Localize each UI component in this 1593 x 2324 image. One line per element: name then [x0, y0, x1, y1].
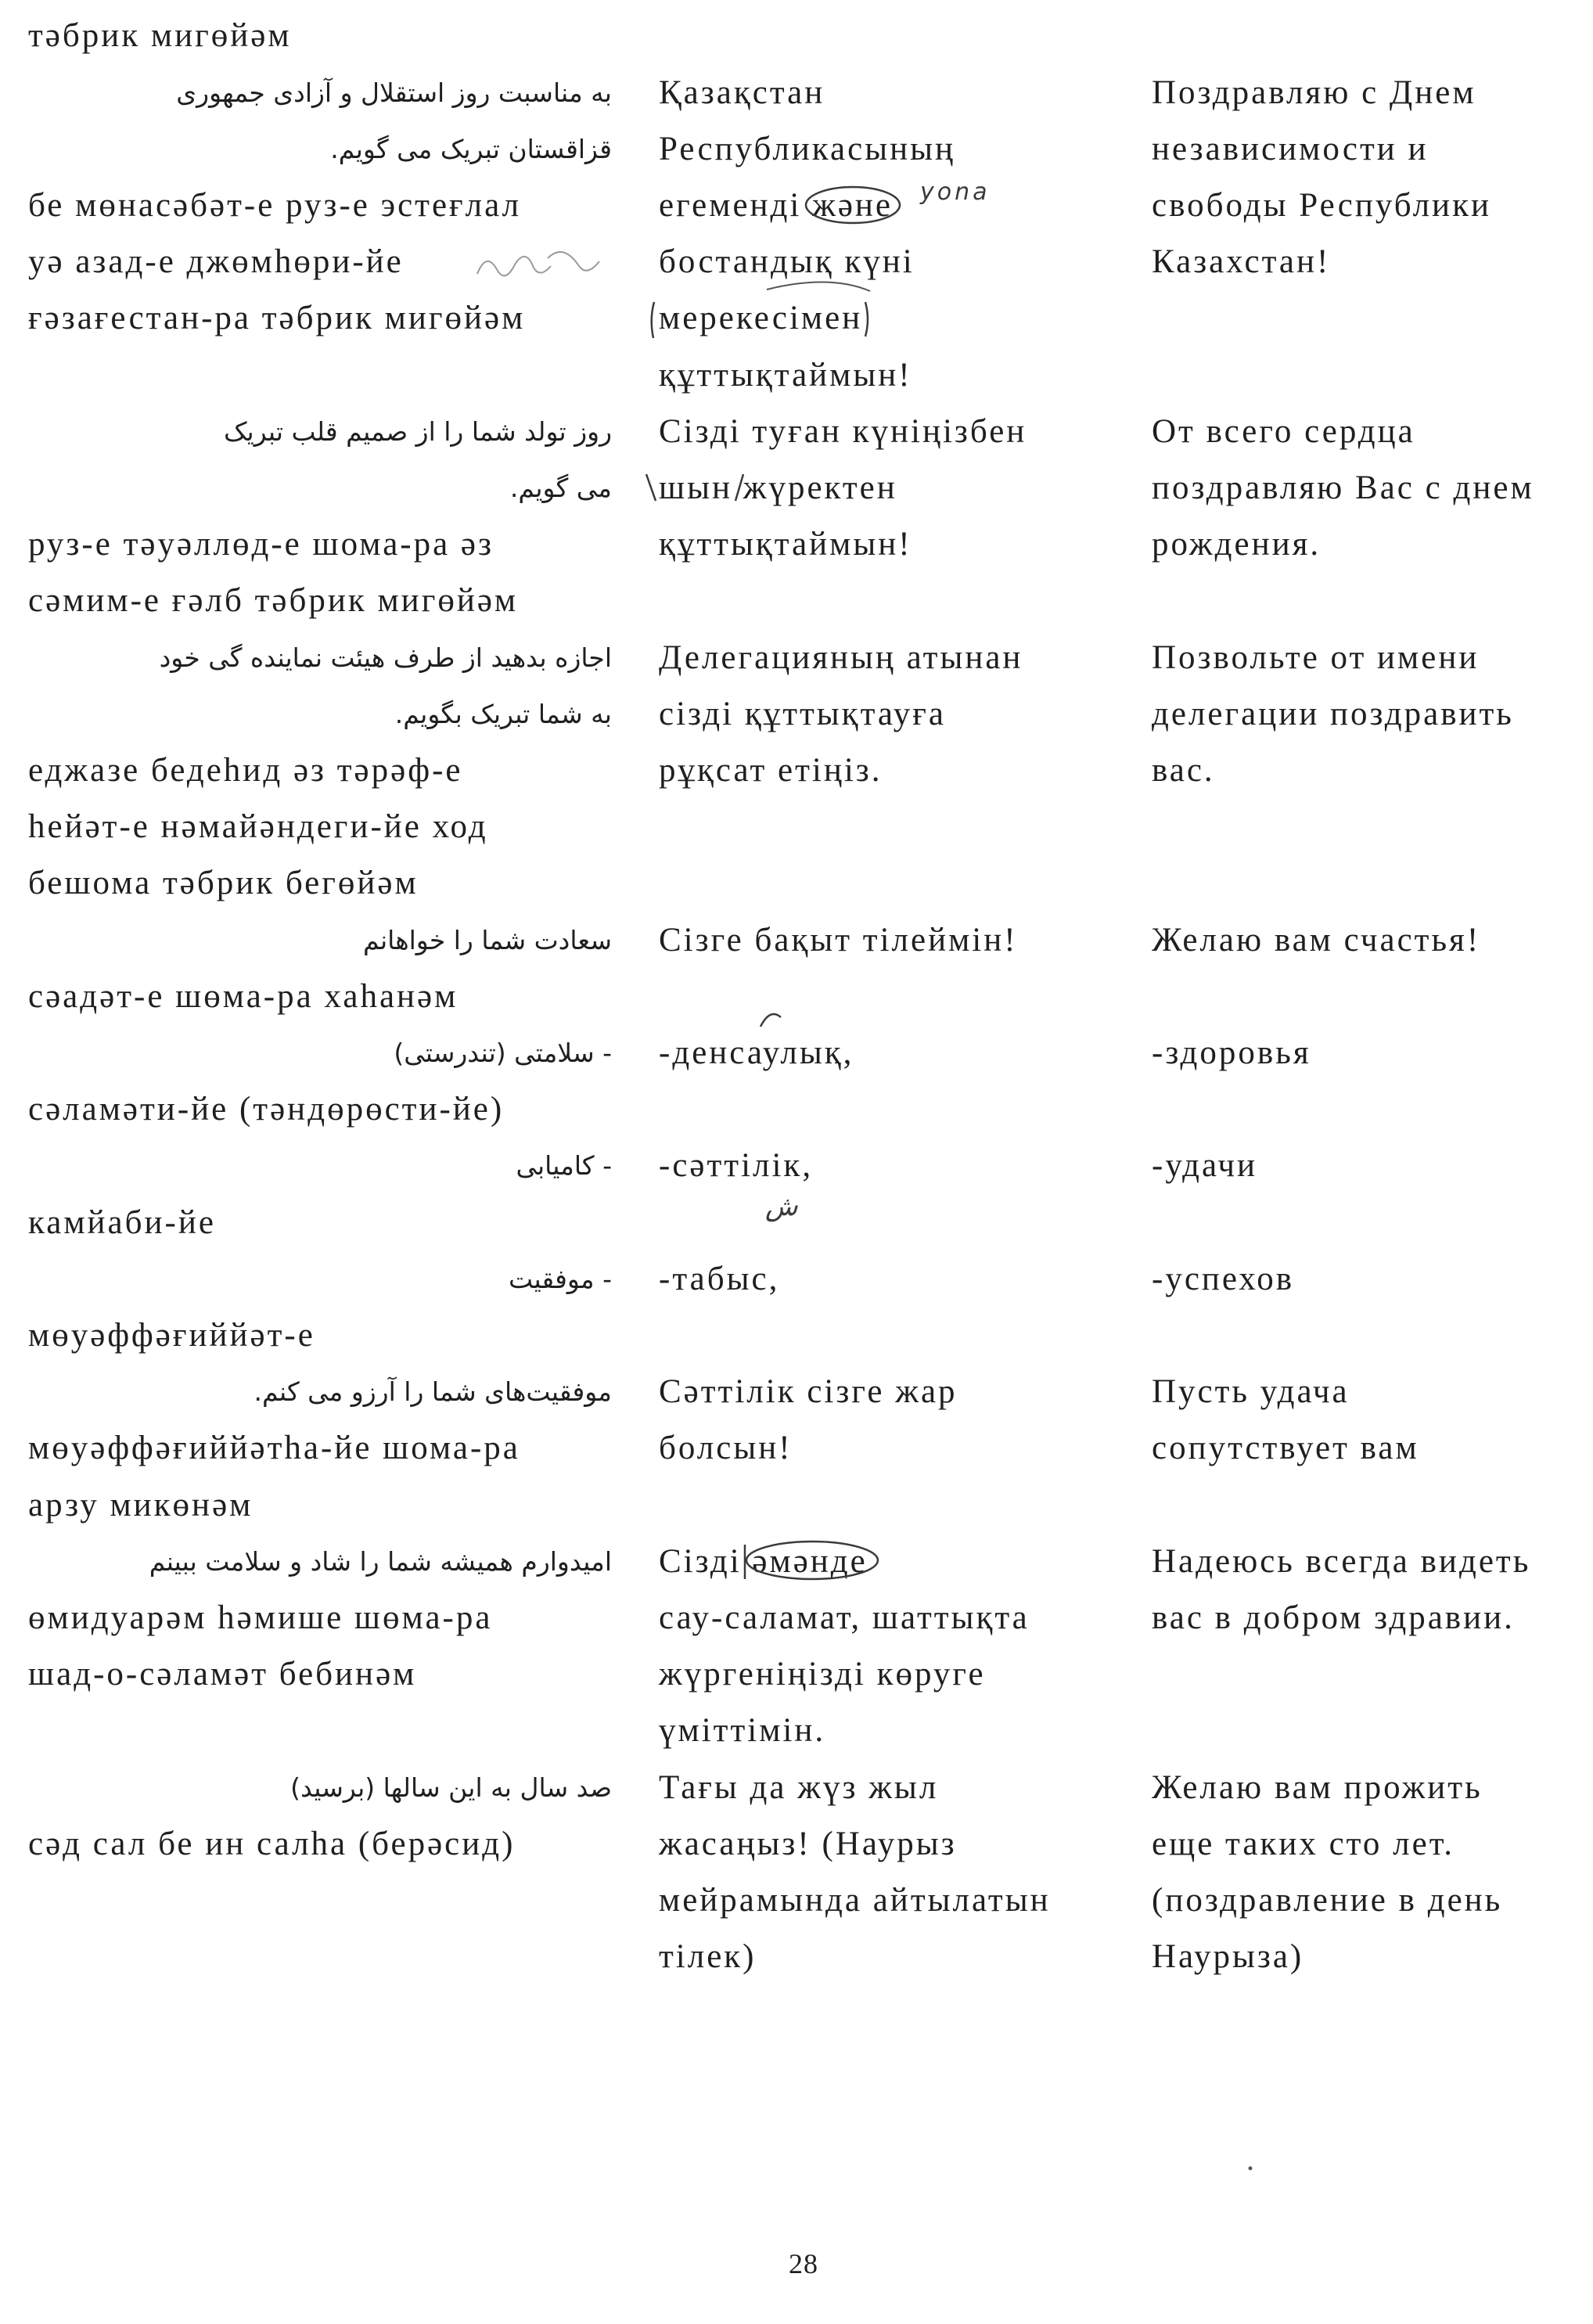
russian-line: свободы Республики [1152, 186, 1491, 224]
persian-line: به شما تبریک بگویم. [394, 698, 612, 729]
farsi-column [28, 912, 612, 1025]
kazakh-line: Сәттілік сізге жар [659, 1373, 958, 1411]
russian-column [1152, 1534, 1582, 1646]
farsi-column [28, 630, 612, 912]
kazakh-line: жүргеніңізді көруге [659, 1656, 986, 1693]
kazakh-line: рұқсат етіңіз. [659, 751, 883, 789]
persian-line: صد سال به این سالها (برسید) [290, 1772, 612, 1803]
russian-line: Наурыза) [1152, 1938, 1304, 1976]
kazakh-line: тілек) [659, 1938, 757, 1976]
persian-line: به مناسبت روز استقلال و آزادی جمهوری [176, 77, 612, 108]
kazakh-line: сау-саламат, шаттықта [659, 1599, 1030, 1636]
russian-column [1152, 1364, 1582, 1477]
kazakh-column [659, 1364, 1128, 1477]
persian-line: اجازه بدهید از طرف هیئت نماینده گی خود [159, 642, 612, 673]
transliteration-line: өмидуарәм һәмише шөма-ра [28, 1599, 493, 1636]
transliteration-line: сәадәт-е шөма-ра хаһанәм [28, 977, 458, 1015]
kazakh-line: мерекесімен [659, 300, 863, 337]
handwritten-letter: ش [765, 1191, 798, 1222]
russian-line: Желаю вам счастья! [1152, 921, 1481, 959]
kazakh-line: Республикасының [659, 130, 956, 167]
bracket-mark-merekesimen-left [652, 302, 654, 338]
transliteration-line: шад-о-сәламәт бебинәм [28, 1656, 417, 1693]
page-number: 28 [789, 2248, 818, 2279]
kazakh-line: мейрамында айтылатын [659, 1881, 1051, 1919]
kazakh-line: сізді құттықтауға [659, 695, 947, 732]
kazakh-line: жасаңыз! (Наурыз [659, 1825, 957, 1862]
russian-line: -удачи [1152, 1147, 1257, 1185]
russian-line: Пусть удача [1152, 1373, 1350, 1411]
header-line: тәбрик мигөйәм [28, 17, 292, 55]
transliteration-line: мөуәффәғиййәтһа-йе шома-ра [28, 1430, 520, 1467]
transliteration-line: ғәзағестан-ра тәбрик мигөйәм [28, 300, 526, 337]
kazakh-column [659, 630, 1128, 800]
russian-column [1152, 1138, 1582, 1194]
transliteration-line: һейәт-е нәмайәндеги-йе ход [28, 808, 488, 846]
kazakh-column [659, 404, 1128, 574]
russian-line: независимости и [1152, 130, 1429, 167]
persian-line: - موفقیت [509, 1263, 612, 1294]
russian-line: Надеюсь всегда видеть [1152, 1542, 1531, 1580]
transliteration-line: бешома тәбрик бегөйәм [28, 865, 419, 902]
kazakh-column [659, 912, 1128, 969]
kazakh-line: егеменді және [659, 186, 894, 224]
farsi-column [28, 1138, 612, 1250]
kazakh-line: -денсаулық, [659, 1034, 854, 1071]
russian-line: От всего сердца [1152, 412, 1415, 450]
transliteration-line: камйаби-йе [28, 1203, 216, 1241]
persian-line: امیدوارم همیشه شما را شاد و سلامت ببینم [149, 1545, 612, 1577]
russian-line: вас. [1152, 751, 1215, 789]
kazakh-line: -табыс, [659, 1260, 780, 1297]
kazakh-line: Сізді әмәнде [659, 1542, 868, 1580]
kazakh-line: Сізге бақыт тілеймін! [659, 921, 1018, 959]
transliteration-line: арзу микөнәм [28, 1486, 254, 1524]
russian-line: Казахстан! [1152, 243, 1331, 281]
russian-column [1152, 1025, 1582, 1081]
russian-line: Поздравляю с Днем [1152, 74, 1476, 111]
kazakh-column [659, 1760, 1128, 1986]
russian-line: еще таких сто лет. [1152, 1825, 1455, 1862]
kazakh-line: шын жүректен [659, 469, 897, 506]
kazakh-column [659, 1534, 1128, 1760]
russian-line: сопутствует вам [1152, 1430, 1419, 1467]
transliteration-line: сәмим-е ғәлб тәбрик мигөйәм [28, 582, 519, 620]
russian-line: делегации поздравить [1152, 695, 1514, 732]
kazakh-line: Сізді туған күніңізбен [659, 412, 1027, 450]
russian-column [1152, 1251, 1582, 1308]
kazakh-column [659, 1025, 1128, 1081]
persian-line: روز تولد شما را از صمیم قلب تبریک [223, 416, 612, 447]
transliteration-line: уә азад-е джөмһөри-йе [28, 243, 404, 281]
kazakh-column [659, 65, 1128, 404]
speck-mark [1249, 2167, 1253, 2171]
russian-line: -здоровья [1152, 1034, 1311, 1071]
russian-line: Желаю вам прожить [1152, 1768, 1483, 1806]
russian-line: поздравляю Вас с днем [1152, 469, 1534, 506]
russian-line: Позвольте от имени [1152, 639, 1480, 676]
russian-line: (поздравление в день [1152, 1881, 1503, 1919]
transliteration-line: бе мөнасәбәт-е руз-е эстеғлал [28, 186, 522, 224]
farsi-column [28, 65, 612, 347]
slash-mark-shyn-left [646, 474, 656, 501]
farsi-column [28, 404, 612, 630]
kazakh-line: құттықтаймын! [659, 526, 912, 563]
transliteration-line: еджазе бедеһид әз тәрәф-е [28, 751, 463, 789]
transliteration-line: мөуәффәғиййәт-е [28, 1316, 315, 1354]
kazakh-line: болсын! [659, 1430, 793, 1467]
kazakh-column [659, 1251, 1128, 1308]
kazakh-line: Делегацияның атынан [659, 639, 1023, 676]
russian-line: -успехов [1152, 1260, 1295, 1297]
kazakh-line: Тағы да жүз жыл [659, 1768, 939, 1806]
kazakh-line: бостандық күні [659, 243, 915, 281]
russian-column [1152, 404, 1582, 574]
farsi-column [28, 1025, 612, 1138]
farsi-column [28, 1251, 612, 1364]
kazakh-line: -сәттілік, [659, 1147, 814, 1185]
russian-line: вас в добром здравии. [1152, 1599, 1515, 1636]
kazakh-column [659, 1138, 1128, 1194]
transliteration-line: сәд сал бе ин салһа (берәсид) [28, 1825, 516, 1862]
persian-line: سعادت شما را خواهانم [363, 924, 612, 955]
kazakh-line: құттықтаймын! [659, 356, 912, 394]
persian-line: قزاقستان تبریک می گویم. [330, 133, 612, 164]
farsi-column [28, 1760, 612, 1873]
kazakh-line: үміттімін. [659, 1712, 826, 1750]
persian-line: موفقیت‌های شما را آرزو می کنم. [254, 1376, 612, 1408]
russian-line: рождения. [1152, 526, 1322, 563]
russian-column [1152, 630, 1582, 800]
persian-line: می گویم. [509, 472, 612, 503]
handwritten-note: yona [920, 178, 991, 206]
farsi-column [28, 1364, 612, 1534]
russian-column [1152, 912, 1582, 969]
russian-column [1152, 1760, 1582, 1986]
transliteration-line: сәламәти-йе (тәндөрөсти-йе) [28, 1091, 505, 1128]
persian-line: - سلامتی (تندرستی) [394, 1038, 612, 1068]
russian-column [1152, 65, 1582, 291]
persian-line: - کامیابی [516, 1150, 612, 1182]
transliteration-line: руз-е тәуәллөд-е шома-ра әз [28, 526, 494, 563]
farsi-column [28, 1534, 612, 1703]
kazakh-line: Қазақстан [659, 74, 825, 111]
